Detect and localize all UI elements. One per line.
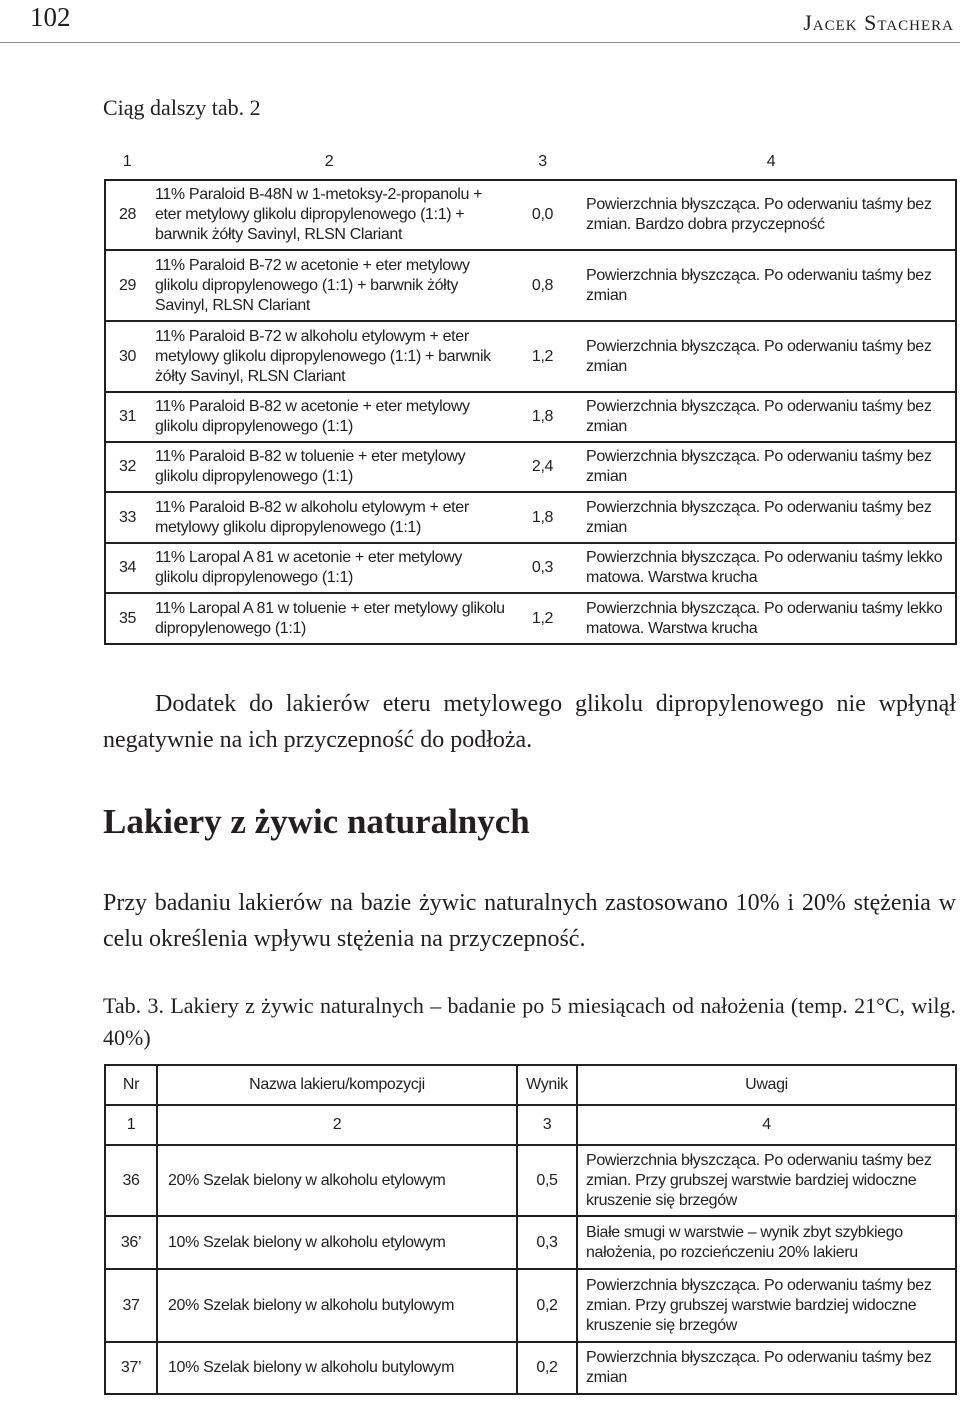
- remarks: Powierzchnia błyszcząca. Po oderwaniu taśmy bez zmian: [576, 442, 956, 492]
- row-number: 30: [105, 321, 149, 392]
- remarks: Białe smugi w warstwie – wynik zbyt szybkiego nałożenia, po rozcieńczeniu 20% lakieru: [577, 1216, 956, 1269]
- remarks: Powierzchnia błyszcząca. Po oderwaniu taśmy bez zmian. Bardzo dobra przyczepność: [576, 180, 956, 250]
- header-name: Nazwa lakieru/kompozycji: [157, 1065, 517, 1105]
- row-number: 28: [105, 180, 149, 250]
- header-rule: [0, 42, 960, 43]
- row-number: 36: [105, 1145, 157, 1216]
- table-column-numbers-row: [105, 1105, 956, 1145]
- result-value: 0,0: [509, 180, 576, 250]
- table-row: [105, 593, 956, 644]
- result-value: 0,8: [509, 250, 576, 321]
- lacquer-composition: 11% Paraloid B-82 w alkoholu etylowym + eter metylowy glikolu dipropylenowego (1:1): [149, 492, 509, 543]
- section-heading: Lakiery z żywic naturalnych: [103, 802, 530, 841]
- row-number: 36’: [105, 1216, 157, 1269]
- remarks: Powierzchnia błyszcząca. Po oderwaniu taśmy bez zmian: [577, 1342, 956, 1394]
- table-caption: Tab. 3. Lakiery z żywic naturalnych – badanie po 5 miesiącach od nałożenia (temp. 21°C, wilg. 40%): [103, 993, 956, 1050]
- column-number: 4: [766, 152, 776, 170]
- lacquer-composition: 11% Paraloid B-72 w acetonie + eter metylowy glikolu dipropylenowego (1:1) + barwnik żółty Savinyl, RLSN Clariant: [149, 250, 509, 321]
- table-row: [105, 543, 956, 593]
- remarks: Powierzchnia błyszcząca. Po oderwaniu taśmy lekko matowa. Warstwa krucha: [576, 543, 956, 593]
- lacquer-composition: 11% Laropal A 81 w toluenie + eter metylowy glikolu dipropylenowego (1:1): [149, 593, 509, 644]
- page-number: 102: [30, 2, 71, 32]
- header-remarks: Uwagi: [577, 1065, 956, 1105]
- row-number: 37’: [105, 1342, 157, 1394]
- result-value: 0,3: [517, 1216, 577, 1269]
- result-value: 1,8: [509, 392, 576, 442]
- result-value: 0,5: [517, 1145, 577, 1216]
- remarks: Powierzchnia błyszcząca. Po oderwaniu taśmy bez zmian: [576, 492, 956, 543]
- lacquer-composition: 10% Szelak bielony w alkoholu etylowym: [157, 1216, 517, 1269]
- row-number: 34: [105, 543, 149, 593]
- table-row: [105, 180, 956, 250]
- column-number: 1: [122, 152, 132, 170]
- remarks: Powierzchnia błyszcząca. Po oderwaniu taśmy bez zmian: [576, 250, 956, 321]
- lacquer-composition: 20% Szelak bielony w alkoholu etylowym: [157, 1145, 517, 1216]
- header-result: Wynik: [517, 1065, 577, 1105]
- lacquer-composition: 10% Szelak bielony w alkoholu butylowym: [157, 1342, 517, 1394]
- remarks: Powierzchnia błyszcząca. Po oderwaniu taśmy bez zmian. Przy grubszej warstwie bardziej widoczne kruszenie się brzegów: [577, 1145, 956, 1216]
- lacquer-composition: 11% Paraloid B-48N w 1-metoksy-2-propanolu + eter metylowy glikolu dipropylenowego (1:1) + barwnik żółty Savinyl, RLSN Clariant: [149, 180, 509, 250]
- row-number: 32: [105, 442, 149, 492]
- table-row: [105, 1216, 956, 1269]
- column-number: 1: [105, 1105, 157, 1145]
- running-head: Jacek Stachera: [803, 10, 954, 35]
- remarks: Powierzchnia błyszcząca. Po oderwaniu taśmy bez zmian. Przy grubszej warstwie bardziej widoczne kruszenie się brzegów: [577, 1269, 956, 1342]
- table-row: [105, 1145, 956, 1216]
- table-row: [105, 442, 956, 492]
- column-number: 2: [324, 152, 334, 170]
- result-value: 2,4: [509, 442, 576, 492]
- row-number: 37: [105, 1269, 157, 1342]
- table-row: [105, 492, 956, 543]
- result-value: 1,2: [509, 593, 576, 644]
- table-header-row: [105, 1065, 956, 1105]
- lacquer-composition: 11% Paraloid B-82 w toluenie + eter metylowy glikolu dipropylenowego (1:1): [149, 442, 509, 492]
- lacquer-composition: 11% Paraloid B-82 w acetonie + eter metylowy glikolu dipropylenowego (1:1): [149, 392, 509, 442]
- table-3: [104, 1064, 957, 1395]
- body-paragraph: Dodatek do lakierów eteru metylowego glikolu dipropylenowego nie wpłynął negatywnie na ich przyczepność do podłoża.: [103, 691, 956, 753]
- row-number: 31: [105, 392, 149, 442]
- row-number: 33: [105, 492, 149, 543]
- row-number: 35: [105, 593, 149, 644]
- row-number: 29: [105, 250, 149, 321]
- header-nr: Nr: [105, 1065, 157, 1105]
- table-row: [105, 392, 956, 442]
- remarks: Powierzchnia błyszcząca. Po oderwaniu taśmy lekko matowa. Warstwa krucha: [576, 593, 956, 644]
- table-continuation-label: Ciąg dalszy tab. 2: [103, 95, 261, 120]
- remarks: Powierzchnia błyszcząca. Po oderwaniu taśmy bez zmian: [576, 392, 956, 442]
- column-number: 3: [517, 1105, 577, 1145]
- result-value: 0,2: [517, 1269, 577, 1342]
- table-row: [105, 1342, 956, 1394]
- column-number: 2: [157, 1105, 517, 1145]
- column-number: 3: [538, 152, 547, 170]
- table-row: [105, 250, 956, 321]
- result-value: 1,2: [509, 321, 576, 392]
- table-row: [105, 1269, 956, 1342]
- table-column-numbers-row: [105, 144, 956, 180]
- table-2-continued: [104, 144, 957, 645]
- body-paragraph: Przy badaniu lakierów na bazie żywic naturalnych zastosowano 10% i 20% stężenia w celu określenia wpływu stężenia na przyczepność.: [103, 890, 956, 952]
- result-value: 1,8: [509, 492, 576, 543]
- lacquer-composition: 11% Laropal A 81 w acetonie + eter metylowy glikolu dipropylenowego (1:1): [149, 543, 509, 593]
- column-number: 4: [577, 1105, 956, 1145]
- result-value: 0,2: [517, 1342, 577, 1394]
- table-row: [105, 321, 956, 392]
- remarks: Powierzchnia błyszcząca. Po oderwaniu taśmy bez zmian: [576, 321, 956, 392]
- lacquer-composition: 11% Paraloid B-72 w alkoholu etylowym + eter metylowy glikolu dipropylenowego (1:1) + barwnik żółty Savinyl, RLSN Clariant: [149, 321, 509, 392]
- lacquer-composition: 20% Szelak bielony w alkoholu butylowym: [157, 1269, 517, 1342]
- result-value: 0,3: [509, 543, 576, 593]
